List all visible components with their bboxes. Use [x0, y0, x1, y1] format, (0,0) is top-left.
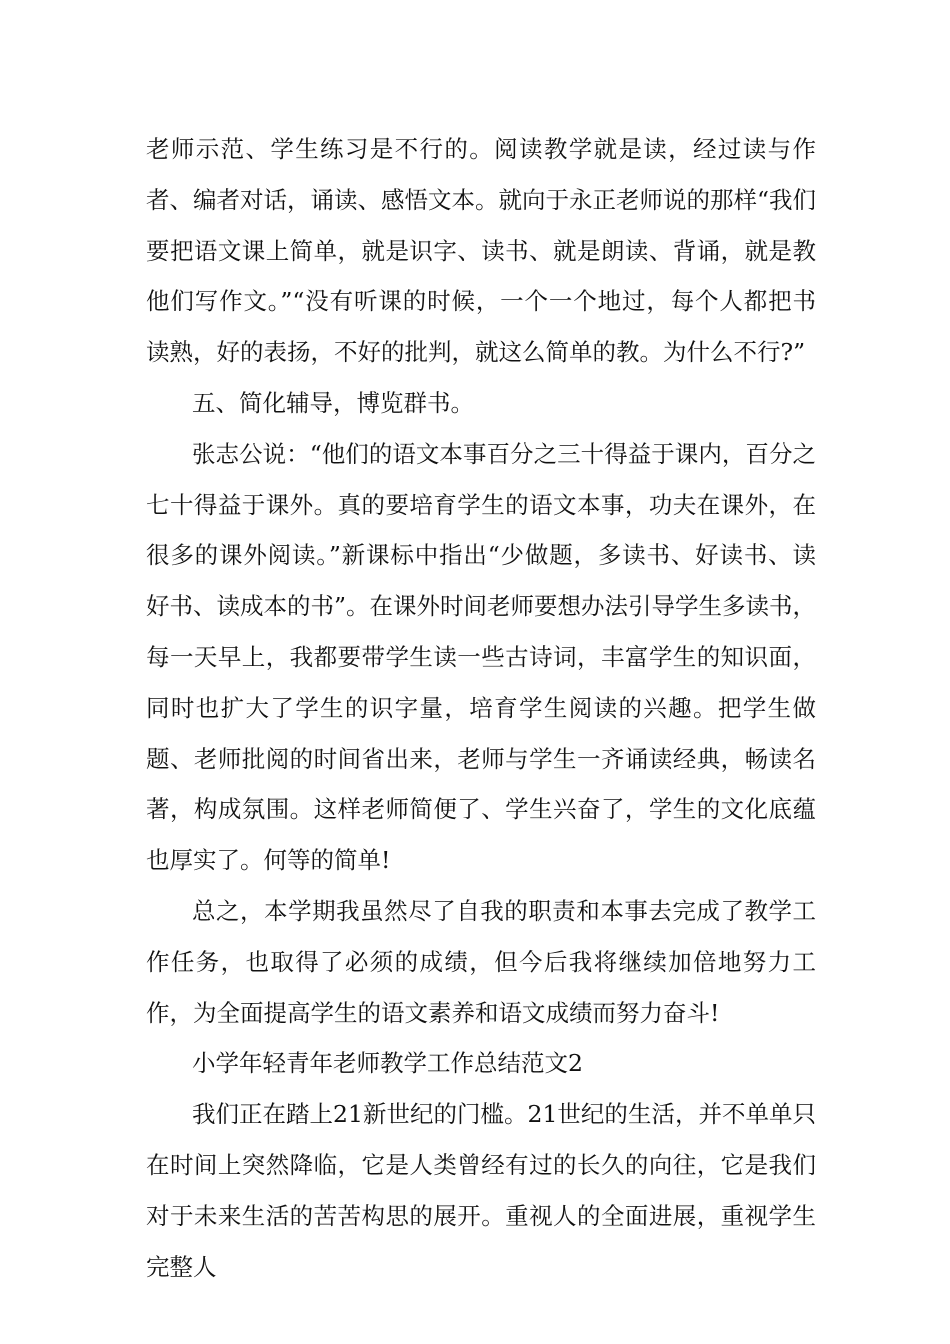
section-heading-5: 五、简化辅导，博览群书。: [192, 388, 474, 417]
paragraph-zhang-zhigong: 张志公说：“他们的语文本事百分之三十得益于课内，百分之七十得益于课外。真的要培育学生的语文本事，功夫在课外，在很多的课外阅读。”新课标中指出“少做题，多读书、好读书、读好书、读成本的书”。在课外时间老师要想办法引导学生多读书，每一天早上，我都要带学生读一些古诗词，丰富学生的知识面，同时也扩大了学生的识字量，培育学生阅读的兴趣。把学生做题、老师批阅的时间省出来，老师与学生一齐诵读经典，畅读名著，构成氛围。这样老师简便了、学生兴奋了，学生的文化底蕴也厚实了。何等的简单!: [146, 439, 817, 875]
article-title-2: 小学年轻青年老师教学工作总结范文2: [192, 1049, 583, 1078]
document-body: [146, 124, 816, 1292]
paragraph-new-century: 我们正在踏上21新世纪的门槛。21世纪的生活，并不单单只在时间上突然降临，它是人类曾经有过的长久的向往，它是我们对于未来生活的苦苦构思的展开。重视人的全面进展，重视学生完整人: [146, 1100, 816, 1281]
paragraph-summary: 总之，本学期我虽然尽了自我的职责和本事去完成了教学工作任务，也取得了必须的成绩，但今后我将继续加倍地努力工作，为全面提高学生的语文素养和语文成绩而努力奋斗!: [146, 896, 816, 1027]
paragraph-continuation: 老师示范、学生练习是不行的。阅读教学就是读，经过读与作者、编者对话，诵读、感悟文本。就向于永正老师说的那样“我们要把语文课上简单，就是识字、读书、就是朗读、背诵，就是教他们写作文。”“没有听课的时候，一个一个地过，每个人都把书读熟，好的表扬，不好的批判，就这么简单的教。为什么不行?”: [146, 135, 817, 367]
